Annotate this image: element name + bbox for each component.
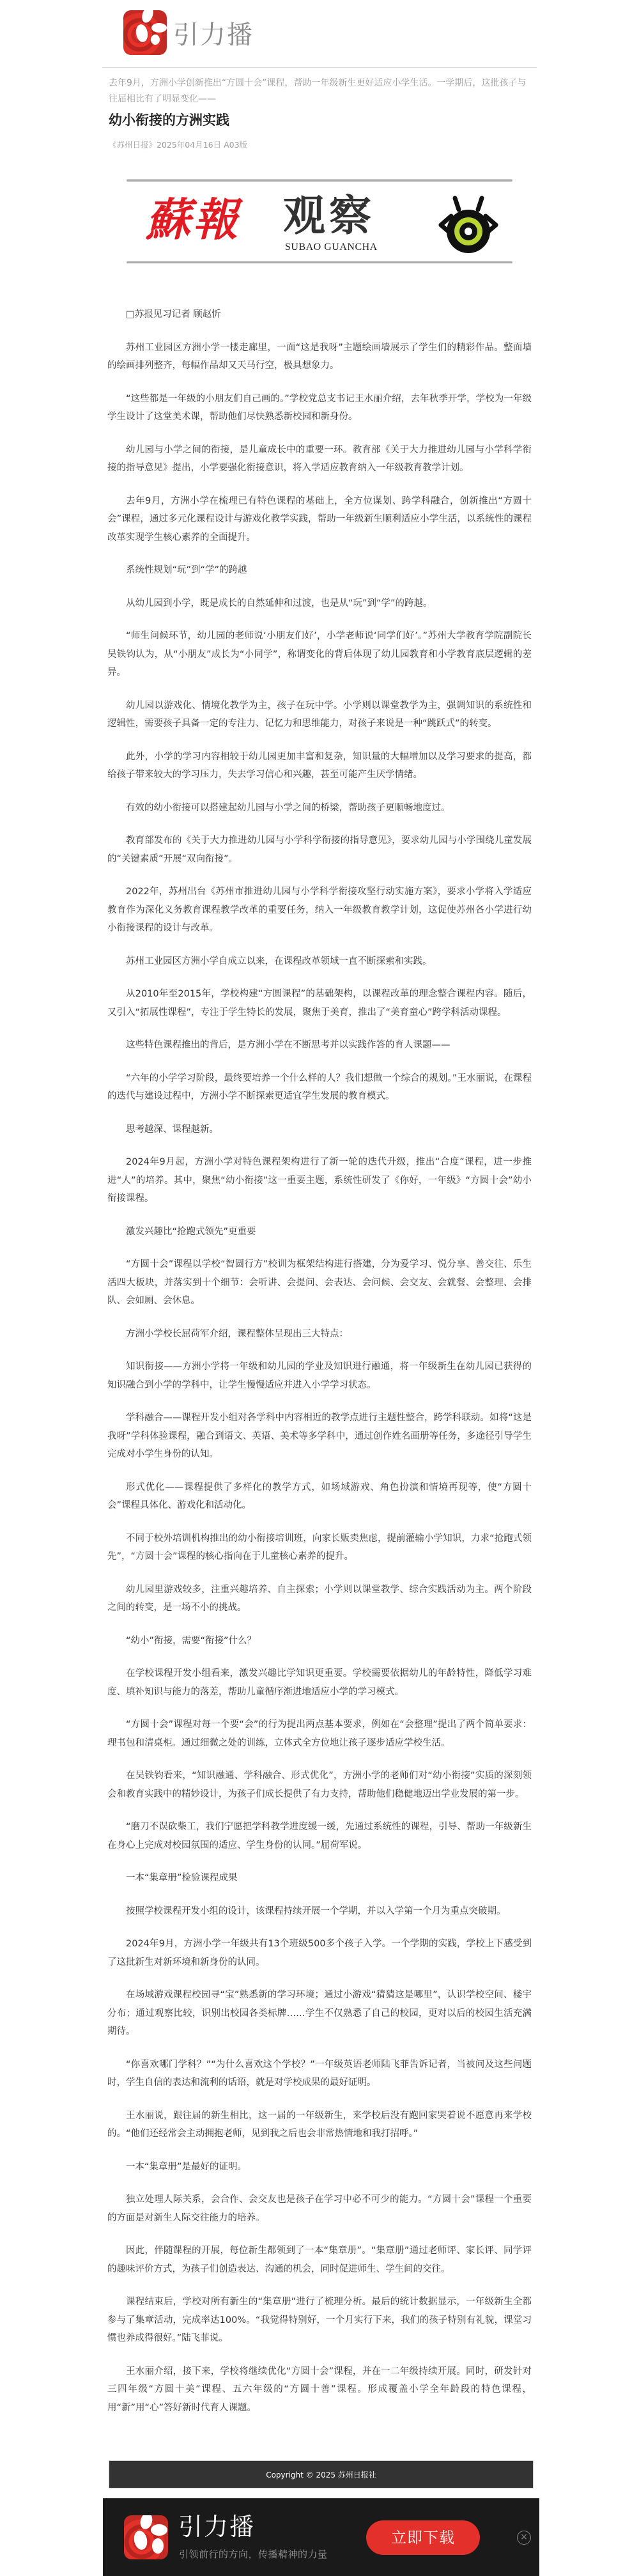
subao-brand-text: 蘇報 <box>146 193 240 246</box>
column-name-text: 观察 <box>283 191 375 240</box>
paragraph: 去年9月，方洲小学在梳理已有特色课程的基础上，全方位谋划、跨学科融合，创新推出“方圆十会”课程，通过多元化课程设计与游戏化教学实践，帮助一年级新生顺利适应小学生活，以系统性的课程改革实现学生核心素养的全面提升。 <box>107 495 532 543</box>
logo-text: 引力播 <box>173 20 254 50</box>
paragraph: 2022年，苏州出台《苏州市推进幼儿园与小学科学衔接攻坚行动实施方案》，要求小学将入学适应教育作为深化义务教育课程教学改革的重要任务，纳入一年级教育教学计划，这促使苏州各小学进行幼小衔接课程的设计与改革。 <box>107 887 532 933</box>
paragraph: 教育部发布的《关于大力推进幼儿园与小学科学衔接的指导意见》，要求幼儿园与小学围绕儿童发展的“关键素质”开展“双向衔接”。 <box>107 835 532 864</box>
site-logo[interactable] <box>123 10 254 55</box>
paragraph: “方圆十会”课程对每一个要“会”的行为提出两点基本要求，例如在“会整理”提出了两个简单要求：理书包和清桌柜。通过细微之处的训练，立体式全方位地让孩子逐步适应学校生活。 <box>107 1719 532 1748</box>
paragraph: “幼小”衔接，需要“衔接”什么？ <box>126 1635 257 1646</box>
section-heading: 系统性规划“玩”到“学”的跨越 <box>126 565 247 575</box>
copyright-footer <box>109 2460 534 2488</box>
paragraph: 这些特色课程推出的背后，是方洲小学在不断思考并以实践作答的育人课题—— <box>126 1040 450 1050</box>
app-logo-icon <box>124 2515 168 2559</box>
page-container <box>102 0 537 2479</box>
paragraph: 课程结束后，学校对所有新生的“集章册”进行了梳理分析。最后的统计数据显示，一年级新生全都参与了集章活动，完成率达100%。“我觉得特别好，一个月实行下来，我们的孩子特别有礼貌，课堂习惯也养成得很好。”陆飞菲说。 <box>107 2297 532 2343</box>
app-download-banner <box>103 2498 539 2576</box>
paragraph: “方圆十会”课程以学校“智圆行方”校训为框架结构进行搭建，分为爱学习、悦分享、善交往、乐生活四大板块，并落实到十个细节：会听讲、会提问、会表达、会问候、会交友、会就餐、会整理、会排队、会如厕、会休息。 <box>107 1259 532 1306</box>
eye-icon <box>433 192 504 256</box>
paragraph: 在学校课程开发小组看来，激发兴趣比学知识更重要。学校需要依据幼儿的年龄特性，降低学习难度、填补知识与能力的落差，帮助儿童循序渐进地适应小学的学习模式。 <box>107 1668 532 1697</box>
article-subtitle: 去年9月，方洲小学创新推出“方圆十会”课程，帮助一年级新生更好适应小学生活。一学期后，这批孩子与往届相比有了明显变化—— <box>109 78 527 104</box>
byline: □苏报见习记者 顾赵忻 <box>126 309 221 320</box>
paragraph: 方洲小学校长屈荷军介绍，课程整体呈现出三大特点： <box>126 1328 348 1339</box>
article-source: 《苏州日报》2025年04月16日 A03版 <box>109 140 248 150</box>
paragraph: 2024年9月起，方洲小学对特色课程架构进行了新一轮的迭代升级，推出“合度”课程，进一步推进“人”的培养。其中，聚焦“幼小衔接”这一重要主题，系统性研发了《你好，一年级》“方圆十会”幼小衔接课程。 <box>107 1157 532 1204</box>
paragraph: “你喜欢哪门学科？”“为什么喜欢这个学校？”一年级英语老师陆飞菲告诉记者，当被问及这些问题时，学生自信的表达和流利的话语，就是对学校成果的最好证明。 <box>107 2059 532 2088</box>
paragraph: 按照学校课程开发小组的设计，该课程持续开展一个学期，并以入学第一个月为重点突破期。 <box>126 1905 506 1916</box>
paragraph: 2024年9月，方洲小学一年级共有13个班级500多个孩子入学。一个学期的实践，学校上下感受到了这批新生对新环境和新身份的认同。 <box>107 1939 532 1967</box>
paragraph: 苏州工业园区方洲小学一楼走廊里，一面“这是我呀”主题绘画墙展示了学生们的精彩作品。整面墙的绘画排列整齐，每幅作品却又天马行空，极具想象力。 <box>107 342 532 371</box>
paragraph: 知识衔接——方洲小学将一年级和幼儿园的学业及知识进行融通，将一年级新生在幼儿园已获得的知识融合到小学的学科中，让学生慢慢适应并进入小学学习状态。 <box>107 1362 532 1390</box>
paragraph: “六年的小学学习阶段，最终要培养一个什么样的人？我们想做一个综合的规划。”王水丽说，在课程的迭代与建设过程中，方洲小学不断探索更适宜学生发展的教育模式。 <box>107 1073 532 1101</box>
paragraph: 因此，伴随课程的开展，每位新生都领到了一本“集章册”。“集章册”通过老师评、家长评、同学评的趣味评价方式，为孩子们创造表达、沟通的机会，同时促进师生、学生间的交往。 <box>107 2246 532 2274</box>
article-title: 幼小衔接的方洲实践 <box>109 113 229 128</box>
paragraph: 幼儿园与小学之间的衔接，是儿童成长中的重要一环。教育部《关于大力推进幼儿园与小学科学衔接的指导意见》提出，小学要强化衔接意识，将入学适应教育纳入一年级教育教学计划。 <box>107 444 532 473</box>
paragraph: 有效的幼小衔接可以搭建起幼儿园与小学之间的桥梁，帮助孩子更顺畅地度过。 <box>126 802 450 813</box>
paragraph: 苏州工业园区方洲小学自成立以来，在课程改革领域一直不断探索和实践。 <box>126 956 432 966</box>
paragraph: “师生问候环节，幼儿园的老师说‘小朋友们好’，小学老师说‘同学们好’。”苏州大学教育学院副院长吴铁钧认为，从“小朋友”成长为“小同学”，称谓变化的背后体现了幼儿园教育和小学教育底层逻辑的差异。 <box>107 631 532 678</box>
paragraph: “这些都是一年级的小朋友们自己画的。”学校党总支书记王水丽介绍，去年秋季开学，学校为一年级学生设计了这堂美术课，帮助他们尽快熟悉新校园和新身份。 <box>107 393 532 422</box>
paragraph: 在场域游戏课程校园寻“宝”熟悉新的学习环境；通过小游戏“猜猜这是哪里”，认识学校空间、楼宇分布；通过观察比较，识别出校园各类标牌……学生不仅熟悉了自己的校园，更对以后的校园生活充满期待。 <box>107 1990 532 2037</box>
paragraph: 幼儿园里游戏较多，注重兴趣培养、自主探索；小学则以课堂教学、综合实践活动为主。两个阶段之间的转变，是一场不小的挑战。 <box>107 1584 532 1613</box>
paragraph: 王水丽介绍，接下来，学校将继续优化“方圆十会”课程，并在一二年级持续开展。同时，研发针对三四年级“方圆十美”课程、五六年级的“方圆十善”课程。形成覆盖小学全年龄段的特色课程，用“新”用“心”答好新时代育人课题。 <box>107 2366 532 2413</box>
copyright-text: Copyright © 2025 苏州日报社 <box>266 2471 376 2479</box>
paragraph: 在吴铁钧看来，“知识融通、学科融合、形式优化”，方洲小学的老师们对“幼小衔接”实质的深刻领会和教育实践中的精妙设计，为孩子们成长提供了有力支持，帮助他们稳健地迈出学业发展的第一步。 <box>107 1771 532 1799</box>
paragraph: 王水丽说，跟往届的新生相比，这一届的一年级新生，来学校后没有跑回家哭着说不愿意再来学校的。“他们还经常会主动拥抱老师，见到我之后也会非常热情地和我打招呼。” <box>107 2110 532 2139</box>
paragraph: 从2010年至2015年，学校构建“方圆课程”的基础架构，以课程改革的理念整合课程内容。随后，又引入“拓展性课程”，专注于学生特长的发展，聚焦于美育，推出了“美育童心”跨学科活动课程。 <box>107 989 532 1018</box>
column-english-text: SUBAO GUANCHA <box>285 242 378 252</box>
paragraph: 幼儿园以游戏化、情境化教学为主，孩子在玩中学。小学则以课堂教学为主，强调知识的系统性和逻辑性，需要孩子具备一定的专注力、记忆力和思维能力，对孩子来说是一种“跳跃式”的转变。 <box>107 700 532 729</box>
paragraph: 一本“集章册”是最好的证明。 <box>126 2161 247 2172</box>
paragraph: 思考越深、课程越新。 <box>126 1124 219 1135</box>
banner-rule-top <box>127 179 512 182</box>
paragraph: 不同于校外培训机构推出的幼小衔接培训班，向家长贩卖焦虑，提前灌输小学知识，力求“抢跑式领先”，“方圆十会”课程的核心指向在于儿童核心素养的提升。 <box>107 1533 532 1562</box>
section-heading: 激发兴趣比“抢跑式领先”更重要 <box>126 1226 256 1237</box>
paragraph: 学科融合——课程开发小组对各学科中内容相近的教学点进行主题性整合，跨学科联动。如将“这是我呀”学科体验课程，融合到语文、英语、美术等多学科中，通过创作姓名画册等任务，多途径引导学生完成对小学生身份的认知。 <box>107 1413 532 1459</box>
yinlibo-logo-icon <box>123 10 167 55</box>
download-button[interactable]: 立即下载 <box>366 2520 480 2555</box>
close-icon[interactable]: × <box>517 2531 531 2545</box>
column-banner-image <box>127 179 512 272</box>
paragraph: 独立处理人际关系，会合作、会交友也是孩子在学习中必不可少的能力。“方圆十会”课程一个重要的方面是对新生人际交往能力的培养。 <box>107 2194 532 2223</box>
section-heading: 一本“集章册”检验课程成果 <box>126 1873 238 1883</box>
banner-rule-bottom <box>127 261 512 263</box>
app-name: 引力播 <box>178 2513 256 2541</box>
paragraph: 从幼儿园到小学，既是成长的自然延伸和过渡，也是从“玩”到“学”的跨越。 <box>126 598 433 609</box>
paragraph: 形式优化——课程提供了多样化的教学方式，如场域游戏、角色扮演和情境再现等，使“方圆十会”课程具体化、游戏化和活动化。 <box>107 1482 532 1510</box>
site-header <box>102 0 537 68</box>
paragraph: 此外，小学的学习内容相较于幼儿园更加丰富和复杂，知识量的大幅增加以及学习要求的提高，都给孩子带来较大的学习压力，失去学习信心和兴趣，甚至可能产生厌学情绪。 <box>107 751 532 780</box>
paragraph: “磨刀不误砍柴工，我们宁愿把学科教学进度缓一缓，先通过系统性的课程，引导、帮助一年级新生在身心上完成对校园氛围的适应、学生身份的认同。”屈荷军说。 <box>107 1822 532 1851</box>
app-slogan: 引领前行的方向，传播精神的力量 <box>179 2549 328 2560</box>
article-header <box>102 68 537 151</box>
article-body <box>107 306 532 2432</box>
